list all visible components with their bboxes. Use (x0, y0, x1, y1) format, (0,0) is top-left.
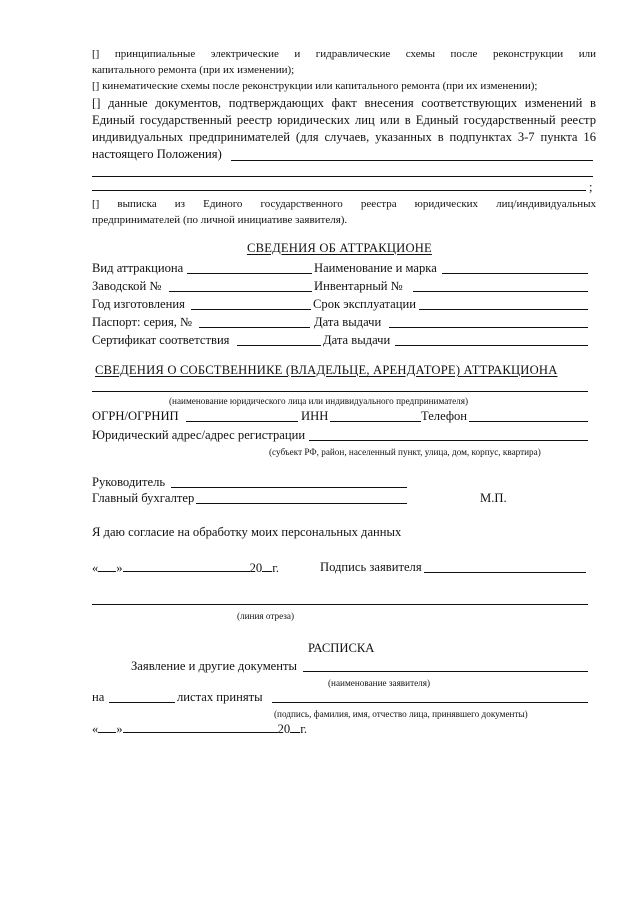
ogrn-field[interactable] (186, 421, 298, 422)
inn-field[interactable] (330, 421, 421, 422)
owner-section-header: СВЕДЕНИЯ О СОБСТВЕННИКЕ (ВЛАДЕЛЬЦЕ, АРЕНДАТОРЕ) АТТРАКЦИОНА (95, 363, 558, 377)
year-suffix: г. (272, 561, 280, 575)
service-life-label: Срок эксплуатации (313, 297, 416, 311)
receipt-applicant-hint: (наименование заявителя) (328, 678, 431, 688)
passport-field[interactable] (199, 327, 310, 328)
director-field[interactable] (171, 487, 407, 488)
stamp-place-label: М.П. (480, 491, 507, 505)
receipt-receiver-hint: (подпись, фамилия, имя, отчество лица, принявшего документы) (274, 709, 528, 719)
receipt-year-suffix: г. (300, 722, 308, 736)
checklist-item-electrical-schemes-cont: капитального ремонта (при их изменении); (92, 64, 295, 76)
certificate-date-field[interactable] (395, 345, 588, 346)
checklist-item-registry-changes-cont3: настоящего Положения) (92, 147, 222, 161)
certificate-date-label: Дата выдачи (323, 333, 391, 347)
receipt-day-field[interactable] (98, 721, 116, 733)
date-close-quote: » (116, 561, 123, 575)
attraction-name-label: Наименование и марка (314, 261, 437, 275)
checklist-item-electrical-schemes[interactable]: [] принципиальные электрические и гидравлические схемы после реконструкции или (92, 48, 596, 60)
passport-label: Паспорт: серия, № (92, 315, 193, 329)
serial-number-field[interactable] (169, 291, 312, 292)
checklist-item-kinematic-schemes[interactable]: [] кинематические схемы после реконструкции или капитального ремонта (при их изменении); (92, 80, 538, 92)
receipt-sheets-label: листах приняты (177, 690, 263, 704)
accountant-field[interactable] (196, 503, 407, 504)
receipt-date-close-quote: » (116, 722, 123, 736)
inn-label: ИНН (301, 409, 329, 423)
checklist-item-registry-changes-cont1: Единый государственный реестр юридических лиц или в Единый государственный реестр (92, 113, 596, 127)
address-label: Юридический адрес/адрес регистрации (92, 428, 306, 442)
attraction-section-header: СВЕДЕНИЯ ОБ АТТРАКЦИОНЕ (247, 241, 432, 255)
applicant-signature-field[interactable] (424, 572, 586, 573)
receipt-statement-label: Заявление и другие документы (131, 659, 297, 673)
service-life-field[interactable] (419, 309, 588, 310)
application-day-field[interactable] (98, 560, 116, 572)
cut-line-label: (линия отреза) (237, 611, 295, 621)
inventory-number-label: Инвентарный № (314, 279, 403, 293)
application-date-row (92, 560, 279, 576)
checklist-item-registry-extract-cont: предпринимателей (по личной инициативе заявителя). (92, 214, 348, 226)
owner-name-hint: (наименование юридического лица или индивидуального предпринимателя) (169, 396, 469, 406)
year-prefix: 20 (249, 561, 263, 575)
date-open-quote: « (92, 561, 99, 575)
certificate-field[interactable] (237, 345, 321, 346)
checklist-item-registry-changes-cont2: индивидуальных предпринимателей (для случаев, указанных в подпунктах 3-7 пункта 16 (92, 130, 596, 144)
receipt-date-open-quote: « (92, 722, 99, 736)
receipt-year-field[interactable] (290, 721, 300, 733)
address-hint: (субъект РФ, район, населенный пункт, улица, дом, корпус, квартира) (269, 447, 541, 457)
address-field[interactable] (309, 440, 588, 441)
cut-line (92, 604, 588, 605)
attraction-name-field[interactable] (442, 273, 588, 274)
attraction-type-field[interactable] (187, 273, 312, 274)
ogrn-label: ОГРН/ОГРНИП (92, 409, 179, 423)
checklist-item-registry-changes[interactable]: [] данные документов, подтверждающих факт внесения соответствующих изменений в (92, 96, 596, 110)
phone-field[interactable] (469, 421, 588, 422)
registry-changes-fill-line-1[interactable] (231, 160, 593, 161)
serial-number-label: Заводской № (92, 279, 162, 293)
consent-text: Я даю согласие на обработку моих персональных данных (92, 525, 402, 539)
receipt-receiver-field[interactable] (272, 702, 588, 703)
receipt-header: РАСПИСКА (308, 641, 375, 655)
receipt-sheets-count-field[interactable] (109, 702, 175, 703)
receipt-on-label: на (92, 690, 105, 704)
inventory-number-field[interactable] (413, 291, 588, 292)
registry-changes-fill-line-2[interactable] (92, 176, 593, 177)
application-month-field[interactable] (123, 560, 250, 572)
semicolon-mark: ; (589, 180, 593, 194)
owner-name-field[interactable] (92, 391, 588, 392)
phone-label: Телефон (421, 409, 468, 423)
accountant-label: Главный бухгалтер (92, 491, 195, 505)
manufacture-year-label: Год изготовления (92, 297, 185, 311)
receipt-date-row (92, 721, 307, 737)
passport-issue-date-label: Дата выдачи (314, 315, 382, 329)
application-year-field[interactable] (262, 560, 272, 572)
receipt-applicant-field[interactable] (303, 671, 588, 672)
attraction-type-label: Вид аттракциона (92, 261, 184, 275)
director-label: Руководитель (92, 475, 166, 489)
manufacture-year-field[interactable] (191, 309, 311, 310)
registry-changes-fill-line-3[interactable] (92, 190, 586, 191)
certificate-label: Сертификат соответствия (92, 333, 230, 347)
applicant-signature-label: Подпись заявителя (320, 560, 422, 574)
passport-issue-date-field[interactable] (389, 327, 588, 328)
receipt-year-prefix: 20 (277, 722, 291, 736)
checklist-item-registry-extract[interactable]: [] выписка из Единого государственного реестра юридических лиц/индивидуальных (92, 198, 596, 210)
receipt-month-field[interactable] (123, 721, 278, 733)
